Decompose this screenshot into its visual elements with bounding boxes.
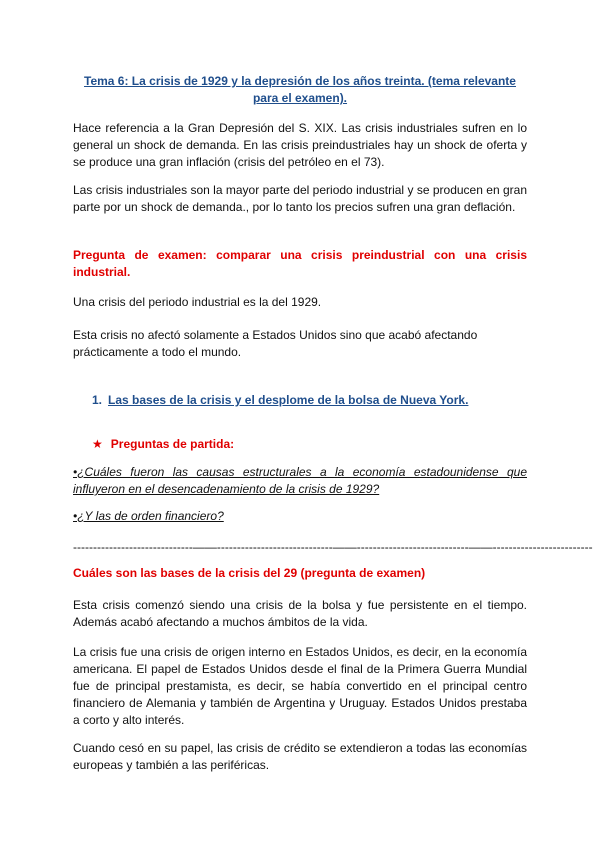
section-number: 1. xyxy=(92,393,103,407)
paragraph-internal-origin: La crisis fue una crisis de origen interno en Estados Unidos, es decir, en la economía americana. El papel de Estados Unidos desde el final de la Primera Guerra Mundial fue de principal prestamista, es decir, se había convertido en el principal centro financiero de Alemania y también de Argentina y Uruguay. Estados Unidos prestaba a corto y alto interés. xyxy=(73,645,527,727)
star-icon: ★ xyxy=(92,437,103,451)
paragraph-intro: Hace referencia a la Gran Depresión del S. XIX. Las crisis industriales sufren en lo general un shock de demanda. En las crisis preindustriales hay un shock de oferta y se produce una gran inflación (crisis del petróleo en el 73). xyxy=(73,121,527,169)
separator-rule: ------------------------------——-----------------------------——----------------------------——------------------------- xyxy=(73,540,593,554)
section-title-link[interactable]: Las bases de la crisis y el desplome de la bolsa de Nueva York. xyxy=(108,393,469,407)
preguntas-title: Preguntas de partida: xyxy=(110,437,235,451)
exam-question-bases: Cuáles son las bases de la crisis del 29 (pregunta de examen) xyxy=(73,566,426,580)
preguntas-heading xyxy=(92,436,234,453)
paragraph-1929: Una crisis del periodo industrial es la del 1929. xyxy=(73,295,322,309)
question-financial: •¿Y las de orden financiero? xyxy=(73,509,224,523)
paragraph-credit-crisis: Cuando cesó en su papel, las crisis de crédito se extendieron a todas las economías europeas y también a las periféricas. xyxy=(73,741,527,772)
title-line-1: Tema 6: La crisis de 1929 y la depresión de los años treinta. (tema relevante xyxy=(84,74,516,88)
paragraph-stock-crisis: Esta crisis comenzó siendo una crisis de la bolsa y fue persistente en el tiempo. Además acabó afectando a muchos ámbitos de la vida. xyxy=(73,598,527,629)
paragraph-industrial-crises: Las crisis industriales son la mayor parte del periodo industrial y se producen en gran parte por un shock de demanda., por lo tanto los precios sufren una gran deflación. xyxy=(73,183,527,214)
page-title xyxy=(73,73,527,107)
exam-question-compare: Pregunta de examen: comparar una crisis preindustrial con una crisis industrial. xyxy=(73,248,527,279)
section-heading xyxy=(92,392,468,409)
paragraph-world-impact: Esta crisis no afectó solamente a Estados Unidos sino que acabó afectando prácticamente a todo el mundo. xyxy=(73,328,478,359)
title-line-2: para el examen). xyxy=(252,91,348,105)
question-structural-causes: •¿Cuáles fueron las causas estructurales a la economía estadounidense que influyeron en el desencadenamiento de la crisis de 1929? xyxy=(73,465,527,496)
